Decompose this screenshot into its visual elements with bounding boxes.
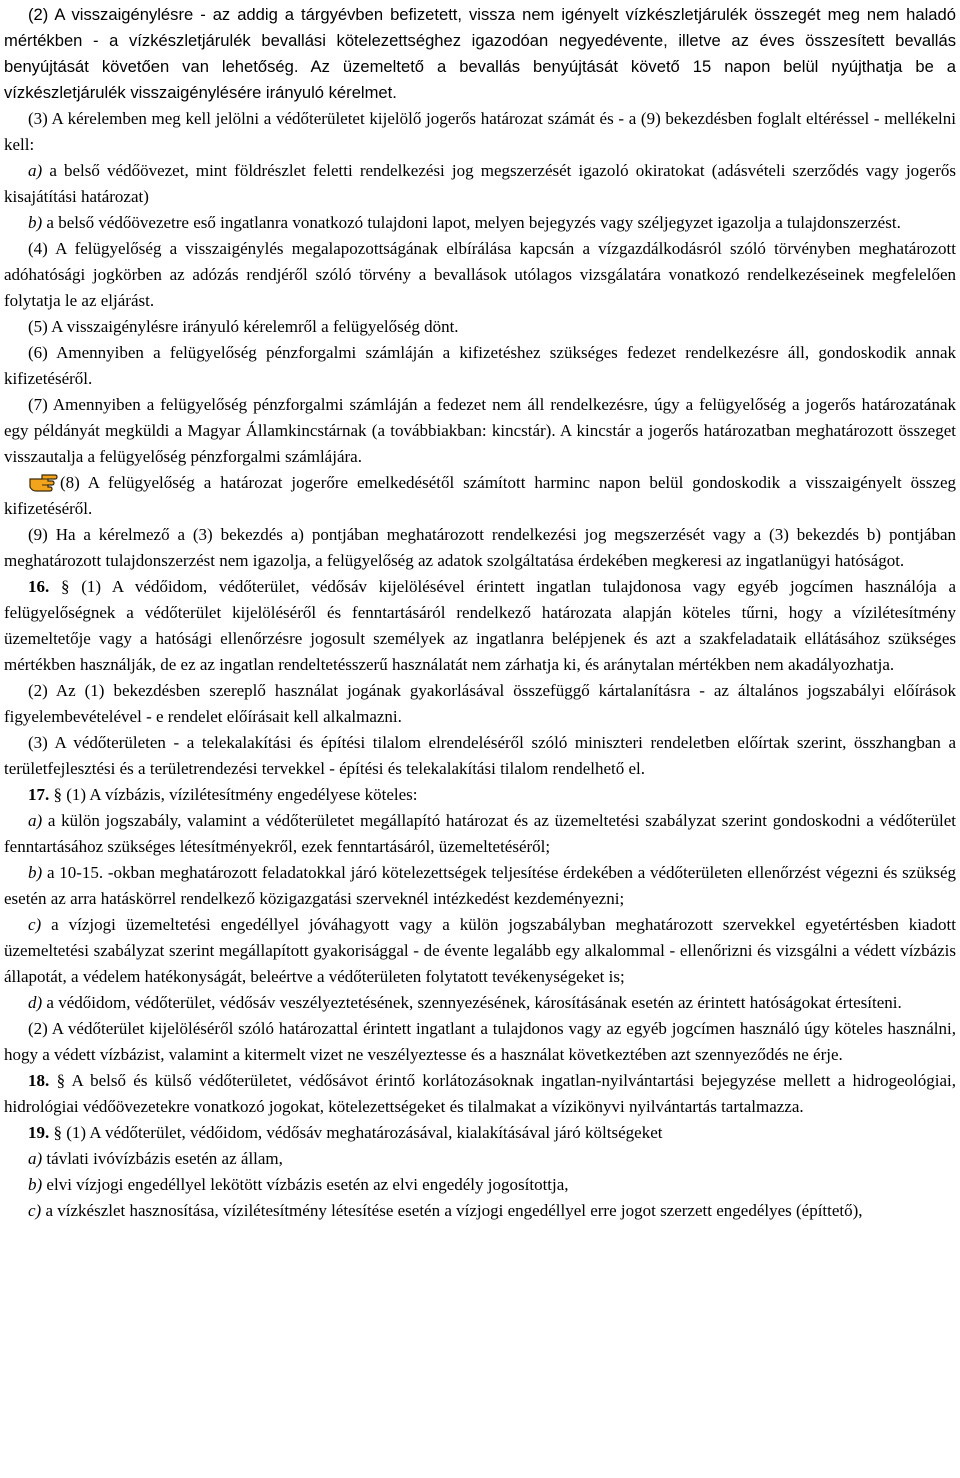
section-18 xyxy=(4,1068,956,1120)
section-number: 17. xyxy=(28,785,50,804)
item-marker: b) xyxy=(28,1175,43,1194)
item-text: a 10-15. -okban meghatározott feladatokkal járó kötelezettségek teljesítése érdekében a védőterületen ellenőrzést végezni és szükség esetén az arra hatáskörrel rendelkező közigazgatási szerveknél intézkedést kezdeményezni; xyxy=(4,863,957,908)
item-marker: d) xyxy=(28,993,43,1012)
paragraph-5 xyxy=(4,314,956,340)
list-item-17-b xyxy=(4,860,956,912)
section-text: (1) A vízbázis, vízilétesítmény engedélyese köteles: xyxy=(66,785,418,804)
paragraph-16-2 xyxy=(4,678,956,730)
item-marker: c) xyxy=(28,915,42,934)
section-sign: § xyxy=(60,577,70,596)
section-sign: § xyxy=(53,785,62,804)
paragraph-4 xyxy=(4,236,956,314)
section-text: A belső és külső védőterületet, védősávot érintő korlátozásoknak ingatlan-nyilvántartási bejegyzése mellett a hidrogeológiai, hidrológiai védőövezetekre vonatkozó jogokat, kötelezettségeket és tilalmakat a vízikönyvi nyilvántartás tartalmazza. xyxy=(4,1071,957,1116)
paragraph-7 xyxy=(4,392,956,470)
section-text: (1) A védőterület, védőidom, védősáv meghatározásával, kialakításával járó költségeket xyxy=(66,1123,663,1142)
item-text: a védőidom, védőterület, védősáv veszélyeztetésének, szennyezésének, károsításának esetén az érintett hatóságokat értesíteni. xyxy=(46,993,902,1012)
paragraph-3 xyxy=(4,106,956,158)
section-number: 19. xyxy=(28,1123,50,1142)
paragraph-2-sans xyxy=(4,2,956,106)
paragraph-text: (5) A visszaigénylésre irányuló kérelemről a felügyelőség dönt. xyxy=(28,317,459,336)
section-16 xyxy=(4,574,956,678)
list-item-19-c xyxy=(4,1198,956,1224)
paragraph-text: (3) A védőterületen - a telekalakítási és építési tilalom elrendeléséről szóló miniszteri rendeletben előírtak szerint, összhangban a területfejlesztési és a területrendezési tervekkel - építési és telekalakítási tilalom rendelhető el. xyxy=(4,733,956,778)
list-item-17-d xyxy=(4,990,956,1016)
list-item-19-a xyxy=(4,1146,956,1172)
section-number: 16. xyxy=(28,577,50,596)
paragraph-text: (6) Amennyiben a felügyelőség pénzforgalmi számláján a kifizetéshez szükséges fedezet rendelkezésre áll, gondoskodik annak kifizetéséről. xyxy=(4,343,956,388)
paragraph-8 xyxy=(4,470,956,522)
paragraph-6 xyxy=(4,340,956,392)
list-item-b xyxy=(4,210,956,236)
paragraph-text: (9) Ha a kérelmező a (3) bekezdés a) pontjában meghatározott rendelkezési jog megszerzését vagy a (3) bekezdés b) pontjában meghatározott tulajdonszerzést nem igazolja, a felügyelőség az adatok szolgáltatása érdekében megkeresi az ingatlanügyi hatóságot. xyxy=(4,525,956,570)
section-sign: § xyxy=(56,1071,66,1090)
item-text: a belső védőövezet, mint földrészlet feletti rendelkezési jog megszerzését igazoló okiratokat (adásvételi szerződés vagy jogerős kisajátítási határozat) xyxy=(4,161,957,206)
paragraph-text: (8) A felügyelőség a határozat jogerőre emelkedésétől számított harminc napon belül gondoskodik a visszaigényelt összeg kifizetéséről. xyxy=(4,473,956,518)
section-19 xyxy=(4,1120,956,1146)
item-marker: a) xyxy=(28,811,43,830)
list-item-17-c xyxy=(4,912,956,990)
list-item-17-a xyxy=(4,808,956,860)
paragraph-9 xyxy=(4,522,956,574)
paragraph-text: (4) A felügyelőség a visszaigénylés megalapozottságának elbírálása kapcsán a vízgazdálkodásról szóló törvényben meghatározott adóhatósági jogkörben az adózás rendjéről szóló törvény a bevallások utólagos vizsgálatára vonatkozó rendelkezéseinek megfelelően folytatja le az eljárást. xyxy=(4,239,956,310)
item-text: a vízjogi üzemeltetési engedéllyel jóváhagyott vagy a külön jogszabályban meghatározott szervekkel egyetértésben kiadott üzemeltetési szabályzat szerint megállapított gyakorisággal - de évente legalább egy alkalommal - ellenőrizni és vizsgálni a védett vízbázis állapotát, a védelem hatékonyságát, beleértve a védőterületen folytatott tevékenységeket is; xyxy=(4,915,956,986)
item-text: elvi vízjogi engedéllyel lekötött vízbázis esetén az elvi engedély jogosítottja, xyxy=(46,1175,569,1194)
section-17 xyxy=(4,782,956,808)
item-marker: b) xyxy=(28,863,43,882)
item-marker: b) xyxy=(28,213,43,232)
section-sign: § xyxy=(53,1123,62,1142)
pointing-hand-icon[interactable] xyxy=(28,470,58,492)
list-item-a xyxy=(4,158,956,210)
section-text: (1) A védőidom, védőterület, védősáv kijelölésével érintett ingatlan tulajdonosa vagy egyéb jogcímen használója a felügyelőségnek a védőterület kijelöléséről és fenntartásáról rendelkező határozata alapján köteles tűrni, hogy a vízilétesítmény üzemeltetője vagy a hatósági ellenőrzésre jogosult személyek az ingatlanra belépjenek és azt a szakfeladataik ellátásához szükséges mértékben használják, de ez az ingatlan rendeltetésszerű használatát nem zárhatja ki, és aránytalan mértékben nem akadályozhatja. xyxy=(4,577,956,674)
paragraph-text: (2) A védőterület kijelöléséről szóló határozattal érintett ingatlant a tulajdonos vagy az egyéb jogcímen használó úgy köteles használni, hogy a védett vízbázist, valamint a kitermelt vizet ne veszélyeztesse és a használat következtében azt szennyeződés ne érje. xyxy=(4,1019,956,1064)
paragraph-text: (7) Amennyiben a felügyelőség pénzforgalmi számláján a fedezet nem áll rendelkezésre, úgy a felügyelőség a jogerős határozatának egy példányát megküldi a Magyar Államkincstárnak (a továbbiakban: kincstár). A kincstár a jogerős határozatban meghatározott összeget visszautalja a felügyelőség pénzforgalmi számlájára. xyxy=(4,395,956,466)
section-number: 18. xyxy=(28,1071,50,1090)
paragraph-text: (3) A kérelemben meg kell jelölni a védőterületet kijelölő jogerős határozat számát és - a (9) bekezdésben foglalt eltéréssel - mellékelni kell: xyxy=(4,109,956,154)
paragraph-text: (2) Az (1) bekezdésben szereplő használat jogának gyakorlásával összefüggő kártalanításra - az általános jogszabályi előírások figyelembevételével - e rendelet előírásait kell alkalmazni. xyxy=(4,681,956,726)
item-text: a külön jogszabály, valamint a védőterületet megállapító határozat és az üzemeltetési szabályzat szerint gondoskodni a védőterület fenntartásához szükséges létesítményekről, ezek fenntartásáról, üzemeltetéséről; xyxy=(4,811,956,856)
paragraph-17-2 xyxy=(4,1016,956,1068)
paragraph-16-3 xyxy=(4,730,956,782)
item-text: távlati ivóvízbázis esetén az állam, xyxy=(46,1149,283,1168)
paragraph-text: (2) A visszaigénylésre - az addig a tárgyévben befizetett, vissza nem igényelt vízkészletjárulék összegét meg nem haladó mértékben - a vízkészletjárulék bevallási kötelezettséghez igazodóan negyedévente, illetve az éves összesített bevallás benyújtását követően van lehetőség. Az üzemeltető a bevallás benyújtását követő 15 napon belül nyújthatja be a vízkészletjárulék visszaigénylésére irányuló kérelmet. xyxy=(4,5,956,102)
item-marker: c) xyxy=(28,1201,42,1220)
list-item-19-b xyxy=(4,1172,956,1198)
item-text: a belső védőövezetre eső ingatlanra vonatkozó tulajdoni lapot, melyen bejegyzés vagy széljegyzet igazolja a tulajdonszerzést. xyxy=(46,213,901,232)
item-marker: a) xyxy=(28,161,43,180)
item-marker: a) xyxy=(28,1149,43,1168)
item-text: a vízkészlet hasznosítása, vízilétesítmény létesítése esetén a vízjogi engedéllyel erre jogot szerzett engedélyes (építtető), xyxy=(45,1201,863,1220)
